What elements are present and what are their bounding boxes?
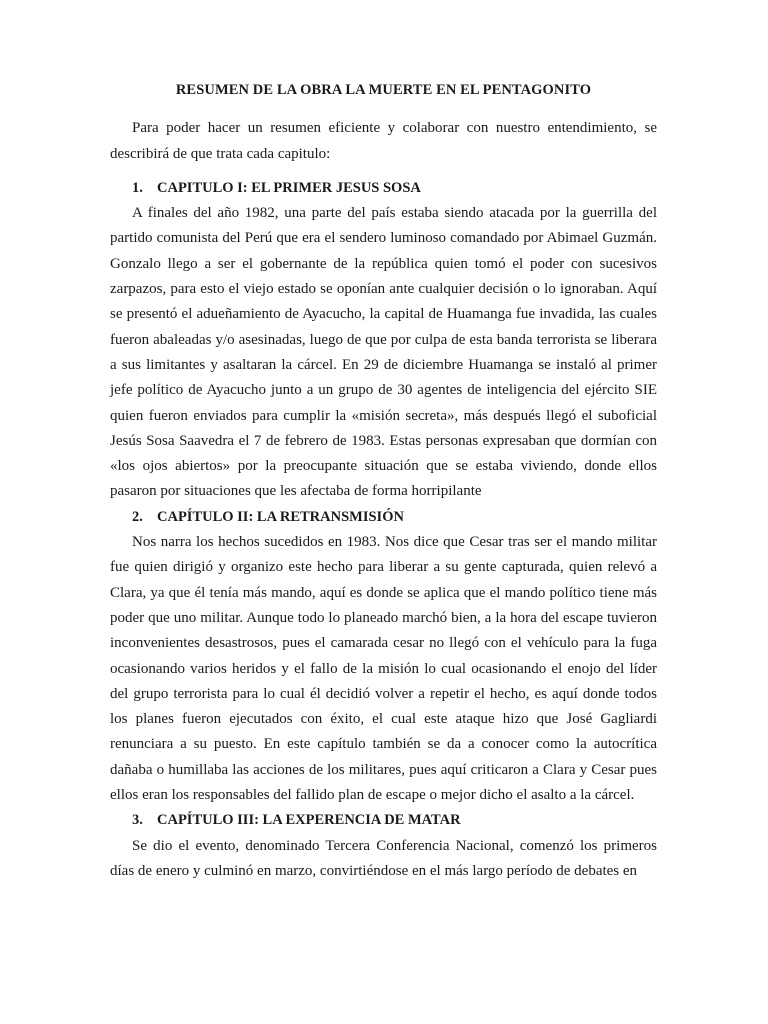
section-title: CAPÍTULO II: LA RETRANSMISIÓN <box>157 508 404 525</box>
intro-paragraph: Para poder hacer un resumen eficiente y colaborar con nuestro entendimiento, se describirá de que trata cada capitulo: <box>110 120 657 162</box>
section-heading-2 <box>110 505 657 530</box>
section-paragraph-3: Se dio el evento, denominado Tercera Conferencia Nacional, comenzó los primeros días de enero y culminó en marzo, convirtiéndose en el más largo período de debates en <box>110 837 657 879</box>
section-paragraph-2: Nos narra los hechos sucedidos en 1983. Nos dice que Cesar tras ser el mando militar fue quien dirigió y organizo este hecho para liberar a su gente capturada, quien relevó a Clara, ya que él tenía más mando, aquí es donde se aplica que el mando político tiene más poder que uno militar. Aunque todo lo planeado marchó bien, a la hora del escape tuvieron inconvenientes desastrosos, pues el camarada cesar no llegó con el vehículo para la fuga ocasionando varios heridos y el fallo de la misión lo cual ocasionando el enojo del líder del grupo terrorista para lo cual él decidió volver a repetir el hecho, es aquí donde todos los planes fueron ejecutados con éxito, el cual este ataque hizo que José Gagliardi renunciara a su puesto. En este capítulo también se da a conocer como la autocrítica dañaba o humillaba las acciones de los militares, pues aquí criticaron a Clara y Cesar pues ellos eran los responsables del fallido plan de escape o mejor dicho el asalto a la cárcel. <box>110 534 657 804</box>
section-title: CAPÍTULO III: LA EXPERENCIA DE MATAR <box>157 812 461 829</box>
document-title: RESUMEN DE LA OBRA LA MUERTE EN EL PENTAGONITO <box>175 82 592 98</box>
section-heading-1 <box>110 176 657 201</box>
section-number: 2. <box>132 508 143 525</box>
document-page <box>110 78 657 884</box>
section-title: CAPITULO I: EL PRIMER JESUS SOSA <box>157 179 421 196</box>
section-heading-3 <box>110 808 657 833</box>
section-paragraph-1: A finales del año 1982, una parte del país estaba siendo atacada por la guerrilla del partido comunista del Perú que era el sendero luminoso comandado por Abimael Guzmán. Gonzalo llego a ser el gobernante de la república quien tomó el poder con sucesivos zarpazos, para esto el viejo estado se oponían ante cualquier decisión o lo ignoraban. Aquí se presentó el adueñamiento de Ayacucho, la capital de Huamanga fue invadida, las cuales fueron abaleadas y/o asesinadas, luego de que por culpa de esta banda terrorista se liberara a sus limitantes y asaltaran la cárcel. En 29 de diciembre Huamanga se instaló al primer jefe político de Ayacucho junto a un grupo de 30 agentes de inteligencia del ejército SIE quien fueron enviados para cumplir la «misión secreta», más después llegó el suboficial Jesús Sosa Saavedra el 7 de febrero de 1983. Estas personas expresaban que dormían con «los ojos abiertos» por la preocupante situación que se estaba viviendo, donde ellos pasaron por situaciones que les afectaba de forma horripilante <box>110 205 657 500</box>
section-number: 3. <box>132 812 143 829</box>
section-number: 1. <box>132 179 143 196</box>
